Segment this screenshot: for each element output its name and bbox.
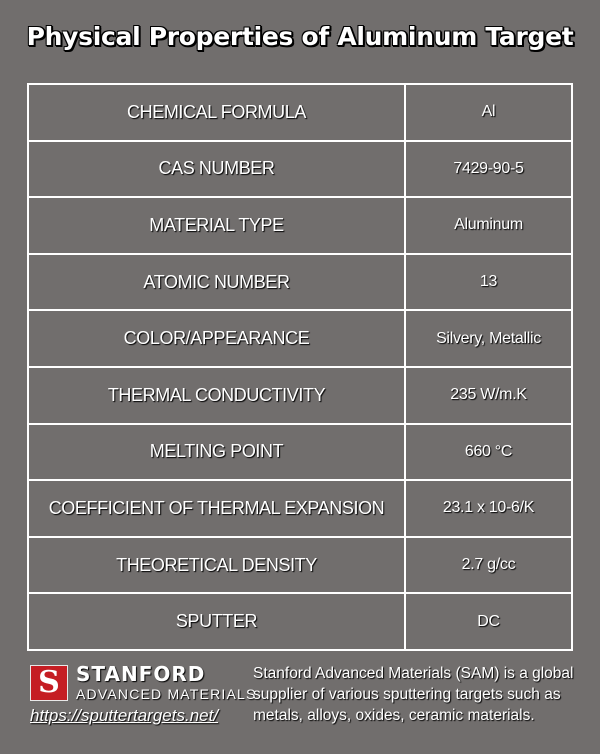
table-row (28, 254, 572, 311)
property-value: Silvery, Metallic (405, 310, 572, 367)
company-description: Stanford Advanced Materials (SAM) is a global supplier of various sputtering targets such as metals, alloys, oxides, ceramic materials. (253, 665, 574, 724)
property-label: CAS NUMBER (28, 141, 405, 198)
property-value: Aluminum (405, 197, 572, 254)
table-row (28, 424, 572, 481)
company-logo (30, 664, 257, 701)
logo-text (76, 664, 257, 701)
property-label: MATERIAL TYPE (28, 197, 405, 254)
table-row (28, 141, 572, 198)
logo-name: STANFORD (76, 662, 206, 686)
logo-subtitle: ADVANCED MATERIALS (76, 686, 257, 702)
table-row (28, 480, 572, 537)
property-value: 23.1 x 10-6/K (405, 480, 572, 537)
property-label: COLOR/APPEARANCE (28, 310, 405, 367)
property-label: THEORETICAL DENSITY (28, 537, 405, 594)
table-row (28, 593, 572, 650)
property-label: MELTING POINT (28, 424, 405, 481)
property-label: CHEMICAL FORMULA (28, 84, 405, 141)
property-label: THERMAL CONDUCTIVITY (28, 367, 405, 424)
property-value: 660 °C (405, 424, 572, 481)
property-value: DC (405, 593, 572, 650)
logo-s-icon: S (30, 665, 68, 701)
property-label: ATOMIC NUMBER (28, 254, 405, 311)
property-value: 7429-90-5 (405, 141, 572, 198)
property-value: Al (405, 84, 572, 141)
property-value: 13 (405, 254, 572, 311)
property-label: SPUTTER (28, 593, 405, 650)
table-row (28, 84, 572, 141)
website-link[interactable]: https://sputtertargets.net/ (30, 706, 219, 725)
property-value: 235 W/m.K (405, 367, 572, 424)
properties-table (27, 83, 573, 651)
table-row (28, 310, 572, 367)
table-row (28, 367, 572, 424)
property-value: 2.7 g/cc (405, 537, 572, 594)
page-title: Physical Properties of Aluminum Target (26, 22, 574, 51)
table-row (28, 197, 572, 254)
property-label: COEFFICIENT OF THERMAL EXPANSION (28, 480, 405, 537)
table-row (28, 537, 572, 594)
